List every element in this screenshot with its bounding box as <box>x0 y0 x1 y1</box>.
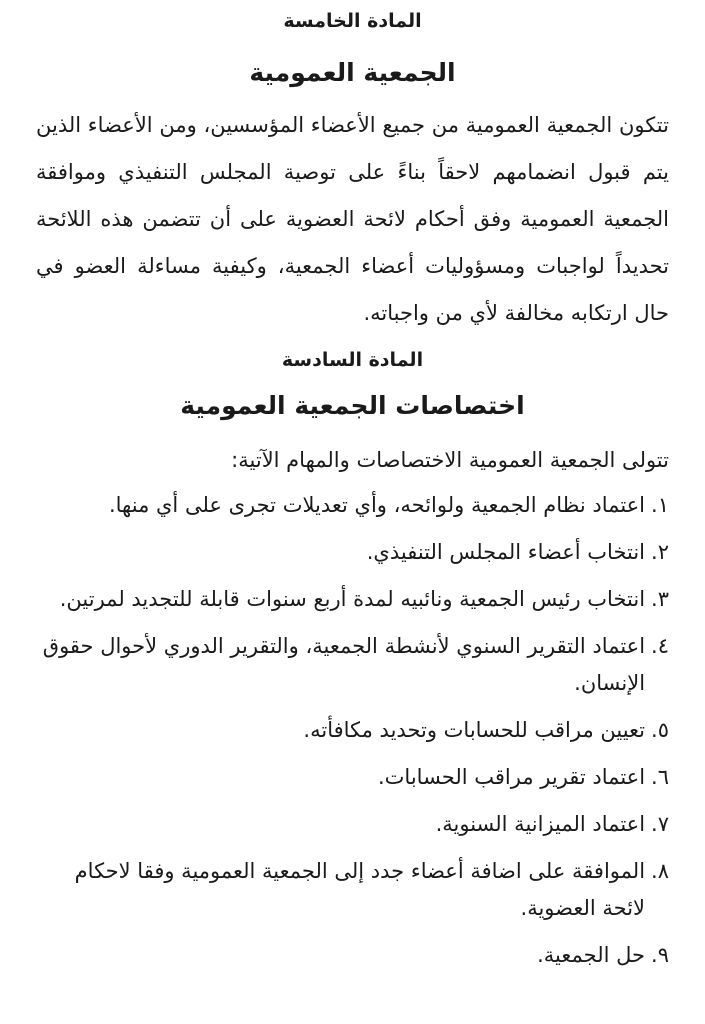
list-item-text: انتخاب رئيس الجمعية ونائبيه لمدة أربع سنوات قابلة للتجديد لمرتين. <box>59 587 646 611</box>
list-item <box>36 853 669 927</box>
list-item-number: ٧. <box>651 812 669 836</box>
document-page <box>36 0 669 974</box>
list-item-number: ٨. <box>651 859 669 883</box>
list-item-text: اعتماد الميزانية السنوية. <box>435 812 646 836</box>
article-5-title: الجمعية العمومية <box>249 58 456 87</box>
list-item-text: تعيين مراقب للحسابات وتحديد مكافأته. <box>303 718 646 742</box>
article-6-label: المادة السادسة <box>281 349 424 371</box>
list-item-number: ٦. <box>651 765 669 789</box>
article-6-items-list <box>36 487 669 974</box>
list-item-text: الموافقة على اضافة أعضاء جدد إلى الجمعية العمومية وفقا لاحكام لائحة العضوية. <box>74 859 646 920</box>
article-6-intro: تتولى الجمعية العمومية الاختصاصات والمهام الآتية: <box>231 448 669 472</box>
list-item <box>36 581 669 618</box>
list-item <box>36 806 669 843</box>
list-item-number: ٢. <box>651 540 669 564</box>
list-item-number: ١. <box>651 493 669 517</box>
list-item <box>36 712 669 749</box>
list-item <box>36 759 669 796</box>
list-item-number: ٣. <box>651 587 669 611</box>
list-item-text: انتخاب أعضاء المجلس التنفيذي. <box>366 540 646 564</box>
list-item-text: اعتماد تقرير مراقب الحسابات. <box>377 765 646 789</box>
list-item-text: اعتماد نظام الجمعية ولوائحه، وأي تعديلات تجرى على أي منها. <box>108 493 646 517</box>
article-5-body: تتكون الجمعية العمومية من جميع الأعضاء المؤسسين، ومن الأعضاء الذين يتم قبول انضمامهم لاحقاً بناءً على توصية المجلس التنفيذي وموافقة الجمعية العمومية وفق أحكام لائحة العضوية على أن تتضمن هذه اللائحة تحديداً لواجبات ومسؤوليات أعضاء الجمعية، وكيفية مساءلة العضو في حال ارتكابه مخالفة لأي من واجباته. <box>36 113 669 325</box>
list-item-number: ٤. <box>651 634 669 658</box>
list-item <box>36 628 669 702</box>
list-item <box>36 487 669 524</box>
list-item <box>36 534 669 571</box>
list-item-text: اعتماد التقرير السنوي لأنشطة الجمعية، والتقرير الدوري لأحوال حقوق الإنسان. <box>42 634 646 695</box>
list-item-text: حل الجمعية. <box>537 943 646 967</box>
list-item-number: ٥. <box>651 718 669 742</box>
list-item-number: ٩. <box>651 943 669 967</box>
article-5-label: المادة الخامسة <box>283 10 422 32</box>
article-6-title: اختصاصات الجمعية العمومية <box>180 391 525 420</box>
list-item <box>36 937 669 974</box>
